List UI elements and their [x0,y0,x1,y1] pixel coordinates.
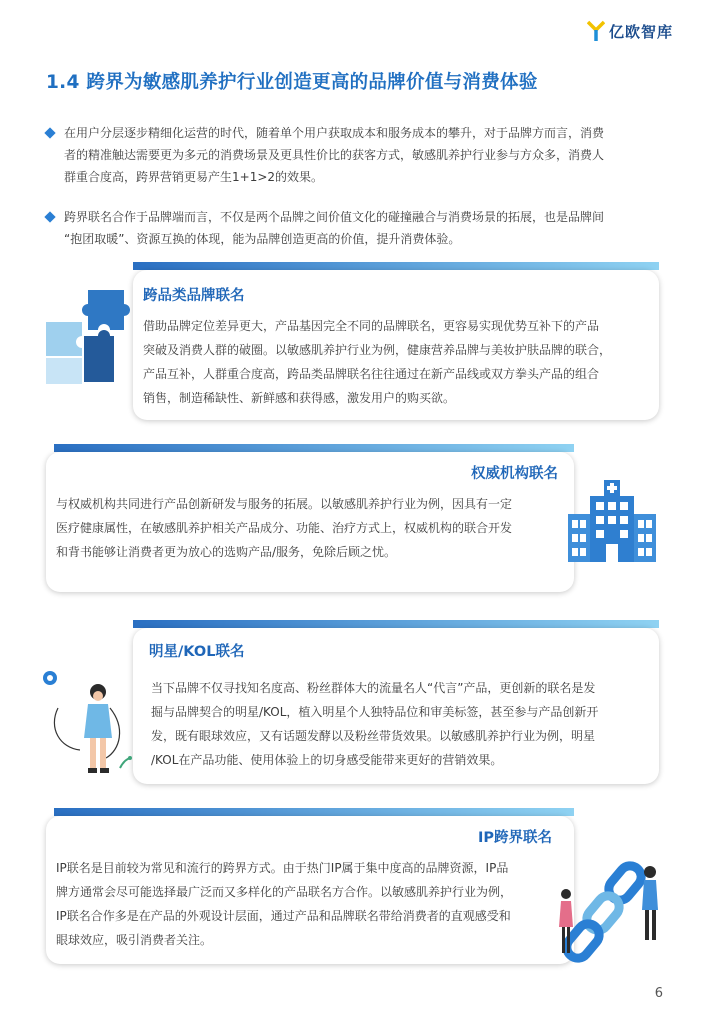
text-line: /KOL在产品功能、使用体验上的切身感受能带来更好的营销效果。 [151,753,503,767]
diamond-bullet-icon [44,127,55,138]
chain-link-illustration [554,858,674,970]
text-line: 当下品牌不仅寻找知名度高、粉丝群体大的流量名人“代言”产品，更创新的联名是发 [151,681,596,695]
text-line: 医疗健康属性，在敏感肌养护相关产品成分、功能、治疗方式上，权威机构的联合开发 [56,521,513,535]
text-line: IP联名合作多是在产品的外观设计层面，通过产品和品牌联名带给消费者的直观感受和 [56,909,511,923]
text-line: 和背书能够让消费者更为放心的选购产品/服务，免除后顾之忧。 [56,545,397,559]
section-title: 1.4 跨界为敏感肌养护行业创造更高的品牌价值与消费体验 [46,72,538,93]
diamond-bullet-icon [44,211,55,222]
brand-name: 亿欧智库 [608,22,673,41]
bullet-text [64,122,666,188]
card-body [56,492,568,564]
text-line: “抱团取暖”、资源互换的体现，能为品牌创造更高的价值，提升消费体验。 [64,232,461,246]
card-header-stripe [133,620,659,628]
text-line: 与权威机构共同进行产品创新研发与服务的拓展。以敏感肌养护行业为例，因具有一定 [56,497,513,511]
card-header-stripe [133,262,659,270]
card-title: 明星/KOL联名 [149,644,245,660]
card-authority [46,452,574,592]
bullet-paragraph [46,206,666,250]
text-line: 跨界联名合作于品牌端而言，不仅是两个品牌之间价值文化的碰撞融合与消费场景的拓展，也是品牌间 [64,210,605,224]
card-header-stripe [54,808,574,816]
text-line: 掘与品牌契合的明星/KOL，植入明星个人独特品位和审美标签，甚至参与产品创新开 [151,705,599,719]
text-line: 在用户分层逐步精细化运营的时代，随着单个用户获取成本和服务成本的攀升，对于品牌方而言，消费 [64,126,605,140]
card-header-stripe [54,444,574,452]
card-ip-crossover [46,816,574,964]
text-line: 眼球效应，吸引消费者关注。 [56,933,213,947]
text-line: 突破及消费人群的破圈。以敏感肌养护行业为例，健康营养品牌与美妆护肤品牌的联合， [143,343,612,357]
text-line: 借助品牌定位差异更大，产品基因完全不同的品牌联名，更容易实现优势互补下的产品 [143,319,600,333]
card-body [143,314,653,410]
text-line: 牌方通常会尽可能选择最广泛而又多样化的产品联名方合作。以敏感肌养护行业为例， [56,885,513,899]
page-number: 6 [654,986,663,1001]
card-cross-category [133,270,659,420]
text-line: 发，既有眼球效应，又有话题发酵以及粉丝带货效果。以敏感肌养护行业为例，明星 [151,729,596,743]
text-line: 群重合度高，跨界营销更易产生1+1>2的效果。 [64,170,324,184]
puzzle-icon [44,288,134,388]
text-line: 产品互补，人群重合度高，跨品类品牌联名往往通过在新产品线或双方拳头产品的组合 [143,367,600,381]
celebrity-illustration [40,668,140,780]
card-title: 权威机构联名 [471,466,558,482]
bullet-text [64,206,666,250]
brand-logo [587,20,673,42]
logo-icon [587,20,605,42]
hospital-icon [566,478,658,564]
card-body [56,856,568,952]
text-line: IP联名是目前较为常见和流行的跨界方式。由于热门IP属于集中度高的品牌资源，IP品 [56,861,509,875]
card-body [151,676,655,772]
bullet-paragraph [46,122,666,188]
text-line: 销售，制造稀缺性、新鲜感和获得感，激发用户的购买欲。 [143,391,456,405]
card-title: 跨品类品牌联名 [143,288,245,304]
card-celebrity-kol [133,628,659,784]
text-line: 者的精准触达需要更为多元的消费场景及更具性价比的获客方式，敏感肌养护行业参与方众多，消费人 [64,148,605,162]
card-title: IP跨界联名 [477,830,552,846]
